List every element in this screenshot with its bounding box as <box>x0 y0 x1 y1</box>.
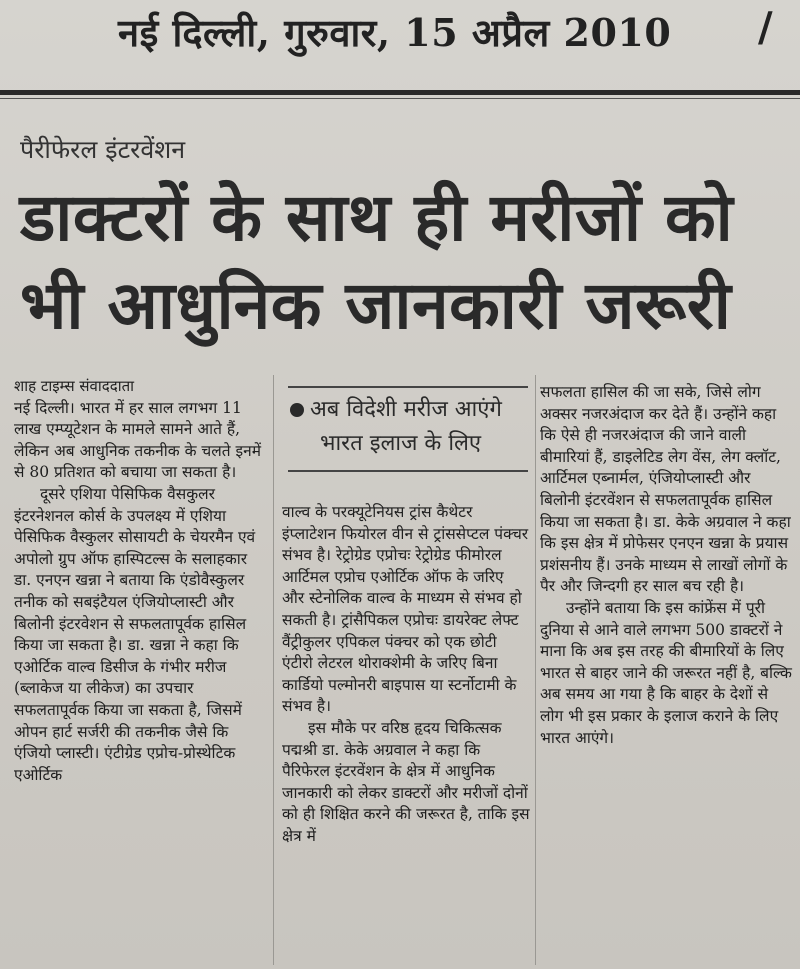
pull-quote-line-2: भारत इलाज के लिए <box>320 431 482 456</box>
pull-quote <box>290 393 530 461</box>
article-column-1 <box>14 376 264 786</box>
article-kicker: पैरीफेरल इंटरवेंशन <box>20 135 186 164</box>
paragraph: वाल्व के परक्यूटेनियस ट्रांस कैथेटर इंप्लाटेशन फियोरल वीन से ट्रांससेप्टल पंक्चर संभव है। रेट्रोग्रेड एप्रोचः रेट्रोग्रेड फीमोरल आर्टिमल एप्रोच एओर्टिक ऑफ के जरिए और स्टेनोलिक वाल्व के माध्यम से संभव हो सकती है। ट्रांसैपिकल एप्रोचः डायरेक्ट लेफ्ट वैंट्रीकुलर एपिकल पंक्चर को एक छोटी एंटीरो लेटरल थोराक्शेमी के जरिए बिना कार्डियो पल्मोनरी बाइपास या स्टर्नोटामी के संभव है। <box>282 503 529 716</box>
header-rule-thin <box>0 98 800 99</box>
paragraph: दूसरे एशिया पेसिफिक वैसकुलर इंटरनेशनल कोर्स के उपलक्ष्य में एशिया पेसिफिक वैस्कुलर सोसायटी के चेयरमैन एवं अपोलो ग्रुप ऑफ हास्पिटल्स के सलाहकार डा. एनएन खन्ना ने बताया कि एंडोवैस्कुलर तनीक को सबइंटैयल एंजियोप्लास्टी और बिलोनी इंटरवेशन से सफलतापूर्वक हासिल किया जा सकता है। डा. खन्ना ने कहा कि एओर्टिक वाल्व डिसीज के गंभीर मरीज (ब्लाकेज या लीकेज) का उपचार सफलतापूर्वक किया जा सकता है, जिसमें ओपन हार्ट सर्जरी की तकनीक जैसे कि एंजियो प्लास्टी। एंटीग्रेड एप्रोच-प्रोस्थेटिक एओर्टिक <box>14 484 256 784</box>
callout-rule-top <box>288 386 528 388</box>
article-headline: डाक्टरों के साथ ही मरीजों को भी आधुनिक जानकारी जरूरी <box>20 179 734 344</box>
pull-quote-line-1: अब विदेशी मरीज आएंगे <box>310 397 502 422</box>
column-divider <box>535 375 536 965</box>
callout-rule-bottom <box>288 470 528 472</box>
paragraph: इस मौके पर वरिष्ठ हृदय चिकित्सक पद्मश्री डा. केके अग्रवाल ने कहा कि पैरिफेरल इंटरवेंशन के क्षेत्र में आधुनिक जानकारी को लेकर डाक्टरों और मरीजों दोनों को ही शिक्षित करने की जरूरत है, ताकि इस क्षेत्र में <box>282 718 530 845</box>
paragraph: सफलता हासिल की जा सके, जिसे लोग अक्सर नजरअंदाज कर देते हैं। उन्होंने कहा कि ऐसे ही नजरअंदाज की जाने वाली बीमारियां हैं, डाइलेटिड लेग वेंस, लेग क्लॉट, आर्टिमल एब्नार्मल, एंजियोप्लास्टी और बिलोनी इंटरवेंशन से सफलतापूर्वक हासिल किया जा सकता है। डा. केके अग्रवाल ने कहा कि इस क्षेत्र में प्रोफेसर एनएन खन्ना के प्रयास प्रशंसनीय हैं। उनके माध्यम से लाखों लोगों के पैर और जिन्दगी हर साल बच रही है। <box>540 383 791 596</box>
article-column-3 <box>540 382 792 749</box>
paragraph: नई दिल्ली। भारत में हर साल लगभग 11 लाख एम्प्यूटेशन के मामले सामने आते हैं, लेकिन अब आधुनिक तकनीक के चलते इनमें से 80 प्रतिशत को बचाया जा सकता है। <box>14 398 262 482</box>
article-column-2 <box>282 502 530 848</box>
header-rule <box>0 90 800 95</box>
column-divider <box>273 375 274 965</box>
paragraph: उन्होंने बताया कि इस कांफ्रेंस में पूरी दुनिया से आने वाले लगभग 500 डाक्टरों ने माना कि अब इस तरह की बीमारियों के लिए भारत से बाहर जाने की जरूरत नहीं है, बल्कि अब समय आ गया है कि बाहर के देशों से लोग भी इस प्रकार के इलाज कराने के लिए भारत आएंगे। <box>540 598 792 747</box>
bullet-icon <box>290 403 304 417</box>
masthead-dateline: नई दिल्ली, गुरुवार, 15 अप्रैल 2010 <box>118 10 672 55</box>
masthead-slash: / <box>758 4 773 51</box>
article-byline: शाह टाइम्स संवाददाता <box>14 377 135 395</box>
